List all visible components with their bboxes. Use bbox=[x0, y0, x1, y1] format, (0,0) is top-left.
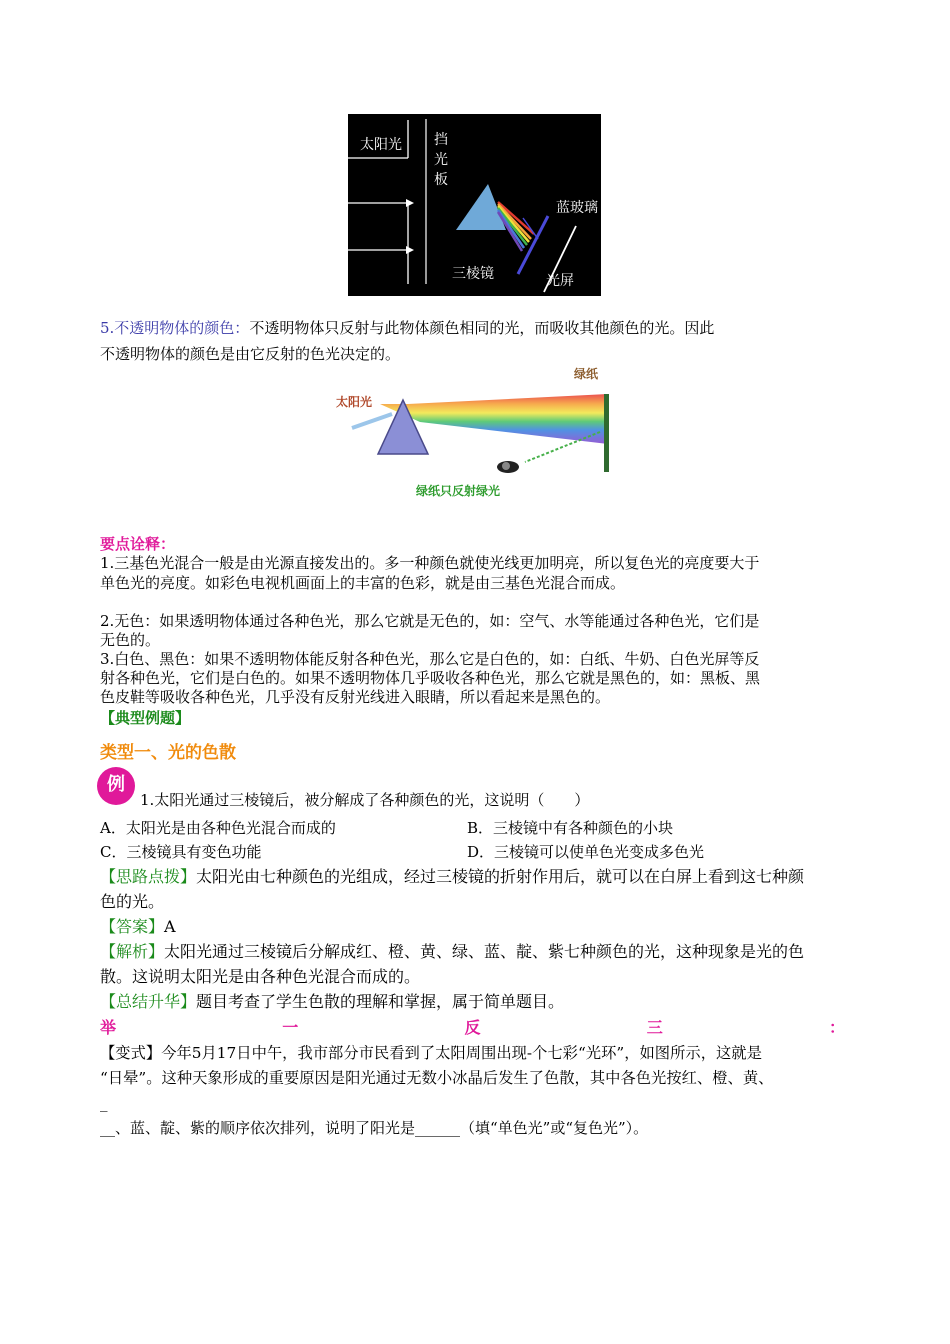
hint-label: 【思路点拨】 bbox=[100, 867, 197, 886]
question-stem: 1.太阳光通过三棱镜后，被分解成了各种颜色的光，这说明（ ） bbox=[140, 791, 590, 809]
example-badge-icon: 例 bbox=[97, 767, 135, 805]
analysis-label: 【解析】 bbox=[100, 942, 165, 961]
practice-char-3: 反 bbox=[464, 1018, 481, 1037]
fig2-sunlight-label: 太阳光 bbox=[336, 395, 373, 409]
hint-line-1 bbox=[100, 867, 804, 887]
variant-line-2: “日晕”。这种天象形成的重要原因是阳光通过无数小冰晶后发生了色散，其中各色光按红、橙、黄、 bbox=[100, 1069, 774, 1087]
key-point-3-line-3: 色皮鞋等吸收各种色光，几乎没有反射光线进入眼睛，所以看起来是黑色的。 bbox=[100, 688, 611, 706]
answer-value: A bbox=[164, 917, 176, 936]
type1-heading: 类型一、光的色散 bbox=[100, 743, 236, 763]
variant-line-1: 【变式】今年5月17日中午，我市部分市民看到了太阳周围出现-个七彩“光环”，如图所示，这就是 bbox=[100, 1044, 762, 1062]
answer-label: 【答案】 bbox=[100, 917, 165, 936]
practice-char-5: ： bbox=[828, 1018, 845, 1037]
key-point-3-line-1: 3.白色、黑色：如果不透明物体能反射各种色光，那么它是白色的，如：白纸、牛奶、白色光屏等反 bbox=[100, 650, 760, 668]
prism-blue-glass-figure bbox=[348, 114, 601, 296]
answer-line bbox=[100, 917, 176, 937]
practice-char-2: 一 bbox=[282, 1018, 299, 1037]
fig1-board-label-1: 挡 bbox=[434, 132, 448, 148]
summary-line bbox=[100, 992, 564, 1012]
fig2-green-paper-label: 绿纸 bbox=[574, 367, 599, 381]
summary-label: 【总结升华】 bbox=[100, 992, 197, 1011]
hint-line-2: 色的光。 bbox=[100, 892, 165, 911]
fig1-board-label-2: 光 bbox=[434, 152, 448, 168]
fig2-caption: 绿纸只反射绿光 bbox=[416, 484, 501, 498]
fig1-screen-label: 光屏 bbox=[546, 273, 574, 289]
key-point-1-line-1: 1.三基色光混合一般是由光源直接发出的。多一种颜色就使光线更加明亮，所以复色光的亮度要大于 bbox=[100, 554, 760, 572]
key-point-1-line-2: 单色光的亮度。如彩色电视机画面上的丰富的色彩，就是由三基色光混合而成。 bbox=[100, 574, 626, 592]
analysis-line-2: 散。这说明太阳光是由各种色光混合而成的。 bbox=[100, 967, 421, 986]
summary-text: 题目考查了学生色散的理解和掌握，属于简单题目。 bbox=[196, 992, 565, 1011]
option-a: A．太阳光是由各种色光混合而成的 bbox=[100, 819, 336, 837]
practice-heading bbox=[100, 1018, 845, 1038]
key-point-2-line-2: 无色的。 bbox=[100, 631, 161, 649]
practice-char-1: 举 bbox=[100, 1018, 117, 1037]
analysis-text-1: 太阳光通过三棱镜后分解成红、橙、黄、绿、蓝、靛、紫七种颜色的光，这种现象是光的色 bbox=[164, 942, 805, 961]
key-points-title: 要点诠释： bbox=[100, 535, 176, 553]
variant-line-3: _ bbox=[100, 1094, 108, 1112]
hint-text-1: 太阳光由七种颜色的光组成，经过三棱镜的折射作用后，就可以在白屏上看到这七种颜 bbox=[196, 867, 805, 886]
key-point-3-line-2: 射各种色光，它们是白色的。如果不透明物体几乎吸收各种色光，那么它就是黑色的，如：黑板、黑 bbox=[100, 669, 761, 687]
option-d: D．三棱镜可以使单色光变成多色光 bbox=[467, 843, 705, 861]
variant-line-4: __、蓝、靛、紫的顺序依次排列，说明了阳光是______（填“单色光”或“复色光”）。 bbox=[100, 1119, 649, 1137]
section5-text-1: 不透明物体只反射与此物体颜色相同的光，而吸收其他颜色的光。因此 bbox=[249, 319, 715, 337]
practice-char-4: 三 bbox=[646, 1018, 663, 1037]
option-b: B．三棱镜中有各种颜色的小块 bbox=[467, 819, 674, 837]
fig1-sunlight-label: 太阳光 bbox=[360, 137, 402, 153]
option-c: C．三棱镜具有变色功能 bbox=[100, 843, 262, 861]
section5-line-1 bbox=[100, 318, 714, 338]
fig1-blue-glass-label: 蓝玻璃 bbox=[556, 200, 598, 216]
section5-title: 5.不透明物体的颜色： bbox=[100, 319, 250, 337]
analysis-line-1 bbox=[100, 942, 804, 962]
green-paper-figure bbox=[330, 362, 620, 506]
section5-line-2: 不透明物体的颜色是由它反射的色光决定的。 bbox=[100, 345, 401, 363]
typical-examples-title: 【典型例题】 bbox=[100, 709, 191, 727]
fig1-prism-label: 三棱镜 bbox=[452, 266, 494, 282]
key-point-2-line-1: 2.无色：如果透明物体通过各种色光，那么它就是无色的，如：空气、水等能通过各种色光，它们是 bbox=[100, 612, 760, 630]
fig1-board-label-3: 板 bbox=[434, 172, 448, 188]
